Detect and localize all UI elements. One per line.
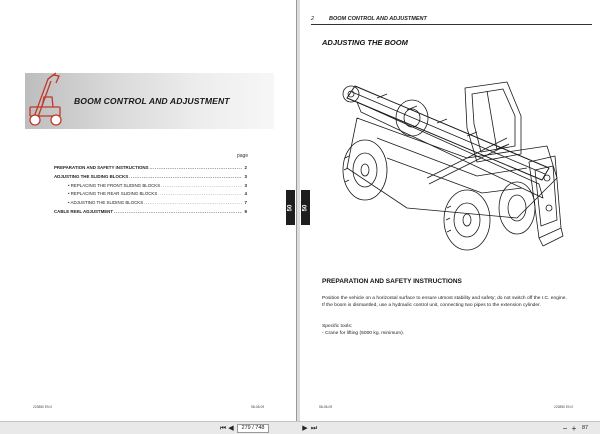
page-number-input[interactable]: 279 / 748 xyxy=(237,424,269,433)
toc-entry-label: • REPLACING THE FRONT SLIDING BLOCKS xyxy=(68,182,161,188)
header-chapter-number: 2 xyxy=(311,16,315,22)
right-page xyxy=(300,0,600,421)
left-page xyxy=(0,0,297,421)
tools-paragraph xyxy=(322,324,582,337)
viewer-toolbar xyxy=(0,421,600,434)
right-footer-date-code: 58-08-09 xyxy=(319,405,333,409)
toc-entry-page: 3 xyxy=(244,182,247,188)
next-page-icon[interactable]: ▶ xyxy=(302,425,308,432)
toc-entry-page: 2 xyxy=(244,165,247,170)
section-tab-label: 50 xyxy=(287,204,294,211)
right-footer-doc-code: 223850 EN 0 xyxy=(554,405,574,409)
header-title: BOOM CONTROL AND ADJUSTMENT xyxy=(329,16,427,22)
zoom-level[interactable]: 87 xyxy=(582,425,589,431)
instruction-line: Position the vehicle on a horizontal surface to ensure utmost stability and safety; do not switch off the I.C. engine. xyxy=(322,296,567,301)
page-header xyxy=(311,14,592,25)
tools-item: - Crane for lifting (5000 kg. minimum). xyxy=(322,330,405,336)
previous-page-icon[interactable]: ◀ xyxy=(228,425,234,432)
toc-entry[interactable] xyxy=(54,200,247,209)
toc-leader xyxy=(158,191,242,196)
toc-leader xyxy=(144,200,242,205)
toc-entry[interactable] xyxy=(54,174,247,183)
preparation-heading: PREPARATION AND SAFETY INSTRUCTIONS xyxy=(322,278,462,285)
toc-leader xyxy=(129,174,242,179)
section-tab-label: 50 xyxy=(302,204,309,211)
cover-title: BOOM CONTROL AND ADJUSTMENT xyxy=(74,96,230,106)
first-page-icon[interactable]: ⏮ xyxy=(219,425,227,432)
table-of-contents xyxy=(54,165,247,218)
section-tab-left xyxy=(286,190,295,225)
zoom-out-icon[interactable]: − xyxy=(562,424,568,433)
section-tab-right xyxy=(301,190,310,225)
toc-entry-label: ADJUSTING THE SLIDING BLOCKS xyxy=(54,173,129,179)
toc-entry[interactable] xyxy=(54,165,247,174)
toc-leader xyxy=(161,183,242,188)
toc-entry-label: CABLE REEL ADJUSTMENT xyxy=(54,208,114,214)
toc-leader xyxy=(114,209,242,214)
toc-entry[interactable] xyxy=(54,209,247,218)
toc-entry-page: 9 xyxy=(244,208,247,214)
zoom-in-icon[interactable]: + xyxy=(571,424,577,433)
toc-entry-label: PREPARATION AND SAFETY INSTRUCTIONS xyxy=(54,165,149,170)
toc-entry[interactable] xyxy=(54,183,247,192)
instructions-paragraph xyxy=(322,296,582,309)
tools-label: Specific tools: xyxy=(322,324,353,329)
toc-entry-label: • REPLACING THE REAR SLIDING BLOCKS xyxy=(68,191,158,197)
toc-entry-label: • ADJUSTING THE SLIDING BLOCKS xyxy=(68,200,144,206)
left-footer-date-code: 58-08-09 xyxy=(251,405,265,409)
toc-entry[interactable] xyxy=(54,191,247,200)
telehandler-illustration xyxy=(317,58,581,258)
instruction-line: If the boom is dismantled, use a hydraulic control unit, connecting two pipes to the extension cylinder. xyxy=(322,302,541,308)
toc-entry-page: 4 xyxy=(244,191,247,197)
toc-page-heading: page xyxy=(237,153,249,159)
last-page-icon[interactable]: ⏭ xyxy=(310,425,318,432)
telehandler-thumbnail-icon xyxy=(26,67,68,129)
left-footer-doc-code: 223850 EN 0 xyxy=(33,405,53,409)
toc-entry-page: 3 xyxy=(244,173,247,179)
toc-leader xyxy=(149,165,242,170)
toc-entry-page: 7 xyxy=(244,200,247,206)
section-title: ADJUSTING THE BOOM xyxy=(322,38,408,47)
